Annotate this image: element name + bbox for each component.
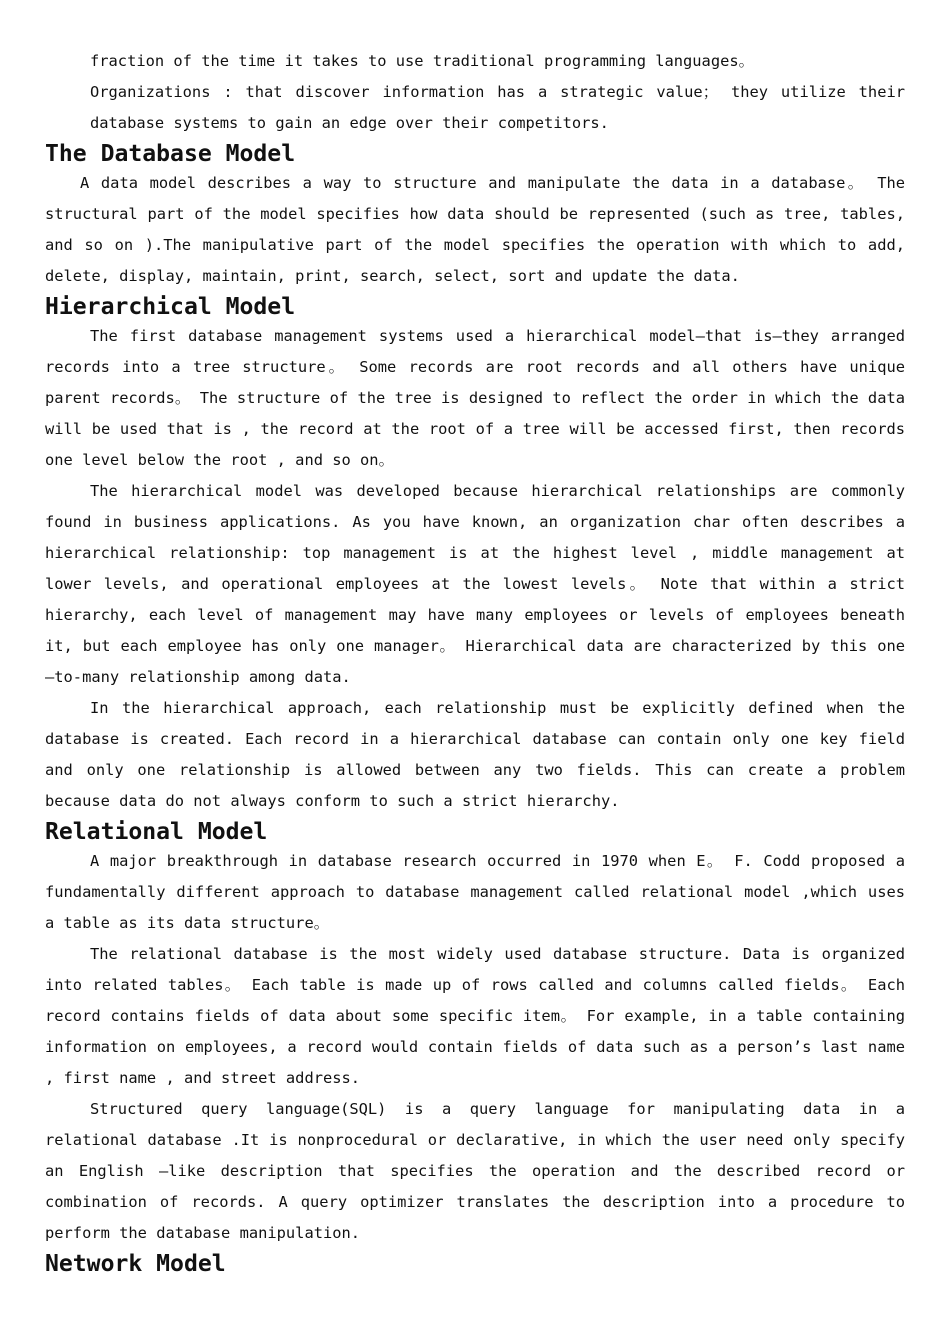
paragraph-organizations: Organizations : that discover information has a strategic value； they utilize their database systems to gain an edge over their competitors. <box>90 83 905 132</box>
heading-relational-model: Relational Model <box>45 819 268 845</box>
heading-database-model: The Database Model <box>45 141 296 167</box>
paragraph-relational-breakthrough: A major breakthrough in database research occurred in 1970 when E。 F. Codd proposed a fundamentally different approach to database management called relational model ,which uses a table as its data structure。 <box>45 852 905 932</box>
paragraph-fraction: fraction of the time it takes to use traditional programming languages。 <box>90 52 755 70</box>
paragraph-hierarchical-intro: The first database management systems used a hierarchical model—that is—they arranged records into a tree structure。 Some records are root records and all others have unique parent records。 The structure of the tree is designed to reflect the order in which the data will be used that is , the record at the root of a tree will be accessed first, then records one level below the root , and so on。 <box>45 327 905 469</box>
paragraph-sql: Structured query language(SQL) is a query language for manipulating data in a relational database .It is nonprocedural or declarative, in which the user need only specify an English —like description that specifies the operation and the described record or combination of records. A query optimizer translates the description into a procedure to perform the database manipulation. <box>45 1100 905 1242</box>
document-page <box>45 46 905 1278</box>
heading-network-model: Network Model <box>45 1251 226 1277</box>
heading-hierarchical-model: Hierarchical Model <box>45 294 296 320</box>
paragraph-data-model: A data model describes a way to structure and manipulate the data in a database。 The structural part of the model specifies how data should be represented (such as tree, tables, and so on ).The manipulative part of the model specifies the operation with which to add, delete, display, maintain, print, search, select, sort and update the data. <box>45 174 905 285</box>
paragraph-relational-database: The relational database is the most widely used database structure. Data is organized into related tables。 Each table is made up of rows called and columns called fields。 Each record contains fields of data about some specific item。 For example, in a table containing information on employees, a record would contain fields of data such as a person’s last name , first name , and street address. <box>45 945 905 1087</box>
paragraph-hierarchical-approach: In the hierarchical approach, each relationship must be explicitly defined when the database is created. Each record in a hierarchical database can contain only one key field and only one relationship is allowed between any two fields. This can create a problem because data do not always conform to such a strict hierarchy. <box>45 699 905 810</box>
paragraph-hierarchical-why: The hierarchical model was developed because hierarchical relationships are commonly found in business applications. As you have known, an organization char often describes a hierarchical relationship: top management is at the highest level , middle management at lower levels, and operational employees at the lowest levels。 Note that within a strict hierarchy, each level of management may have many employees or levels of employees beneath it, but each employee has only one manager。 Hierarchical data are characterized by this one —to-many relationship among data. <box>45 482 905 686</box>
